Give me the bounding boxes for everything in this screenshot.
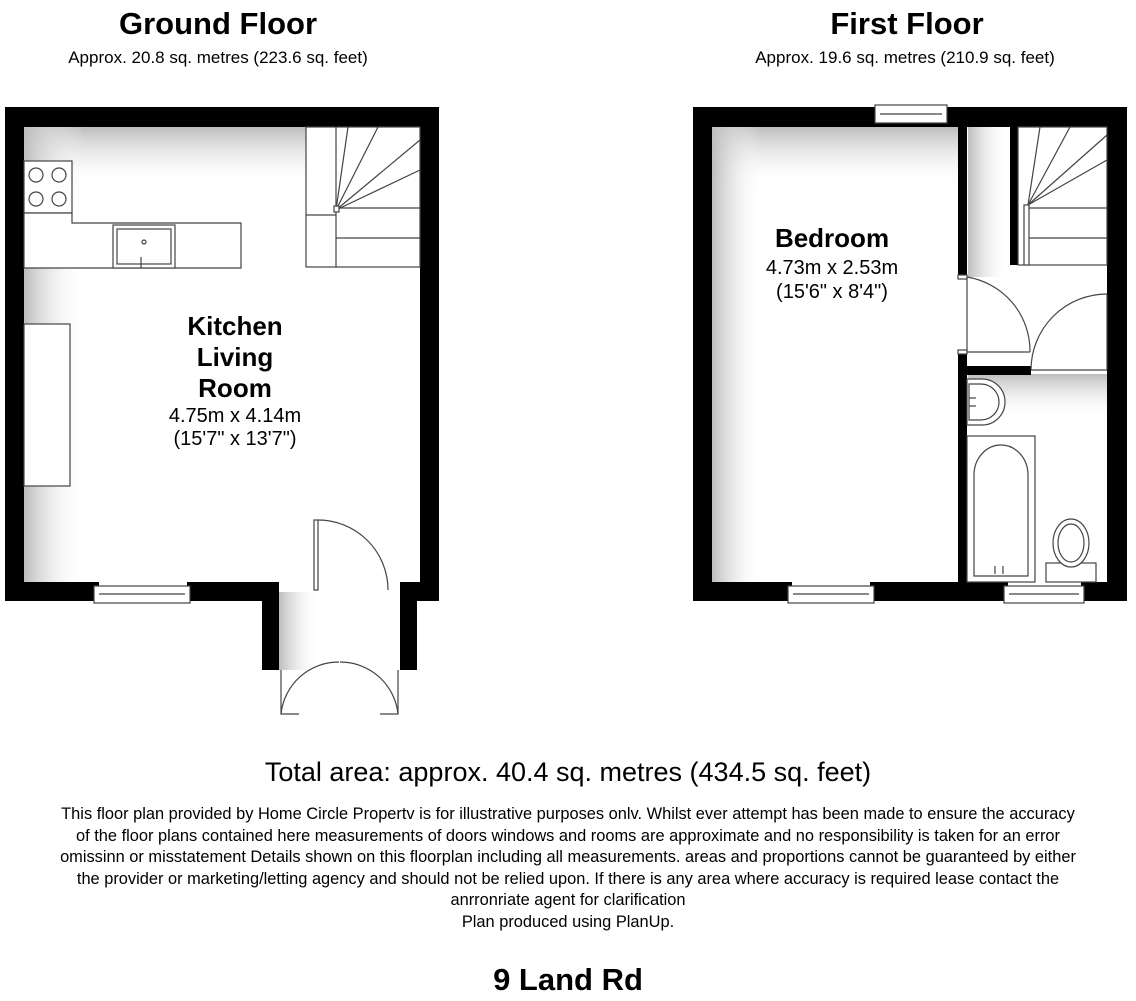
toilet-icon <box>1046 519 1096 582</box>
window-icon <box>788 586 874 603</box>
staircase-icon <box>1018 127 1107 265</box>
total-area: Total area: approx. 40.4 sq. metres (434.5 sq. feet) <box>264 757 872 787</box>
room-dimensions-imperial: (15'7" x 13'7") <box>173 428 297 450</box>
room-name: Living <box>196 342 274 372</box>
disclaimer-text: This floor plan provided by Home Circle Propertv is for illustrative purposes onlv. Whilst ever attempt has been made to ensure the accuracy of the floor plans contained here measurements of doors windows and rooms are approximate and no responsibility is taken for an error omissinn or misstatement Details shown on this floorplan including all measurements. areas and proportions cannot be guaranteed by either the provider or marketing/letting agency and should not be relied upon. If there is any area where accuracy is required lease contact the anrronriate agent for clarification <box>60 805 1076 909</box>
room-name: Kitchen <box>187 311 283 341</box>
ground-floor-title: Ground Floor <box>118 6 318 41</box>
room-dimensions-imperial: (15'6" x 8'4") <box>776 281 888 303</box>
room-name: Bedroom <box>774 223 890 253</box>
first-floor-area: Approx. 19.6 sq. metres (210.9 sq. feet) <box>755 48 1055 67</box>
window-icon <box>1004 586 1084 603</box>
window-icon <box>875 105 947 123</box>
disclaimer <box>60 804 1076 933</box>
door-icon <box>958 275 1030 354</box>
window-icon <box>94 586 190 603</box>
plan-credit: Plan produced using PlanUp. <box>461 912 675 931</box>
property-address: 9 Land Rd <box>493 962 643 997</box>
sink-icon <box>24 213 241 268</box>
door-icon <box>1031 294 1107 370</box>
first-floor-plan <box>693 105 1127 603</box>
door-icon <box>314 520 388 590</box>
room-name: Room <box>198 373 272 403</box>
hob-icon <box>24 161 72 213</box>
wall-unit <box>24 324 70 486</box>
ground-floor-area: Approx. 20.8 sq. metres (223.6 sq. feet) <box>68 48 368 67</box>
first-floor-title: First Floor <box>830 6 984 41</box>
room-dimensions-metric: 4.73m x 2.53m <box>765 257 899 279</box>
room-dimensions-metric: 4.75m x 4.14m <box>168 405 302 427</box>
bath-icon <box>967 436 1035 582</box>
staircase-icon <box>306 127 420 267</box>
